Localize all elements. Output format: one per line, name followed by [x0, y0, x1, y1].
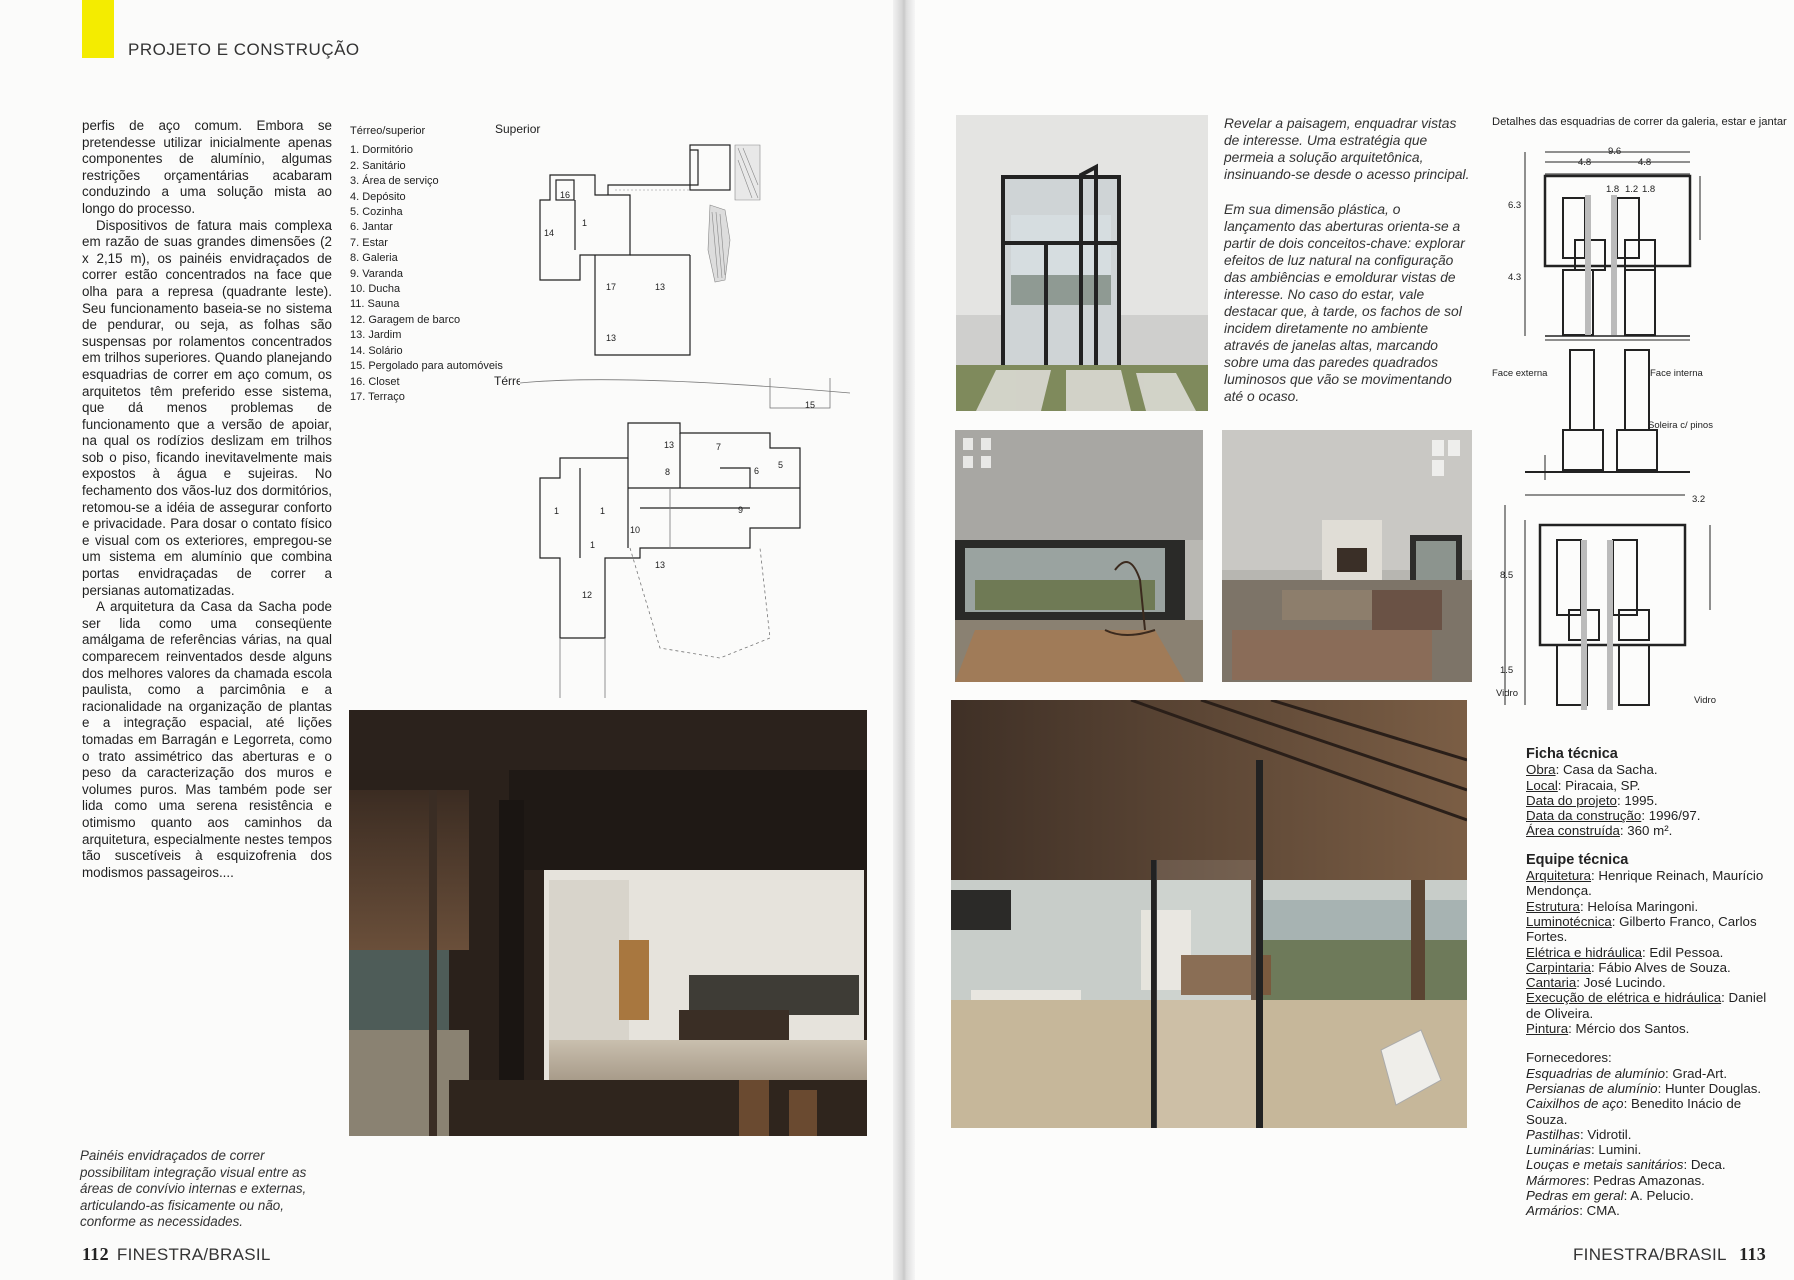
face-externa-label: Face externa: [1492, 368, 1548, 379]
fornecedor-row: Caixilhos de aço: Benedito Inácio de Souza.: [1526, 1096, 1742, 1127]
article-body: [82, 118, 332, 881]
fornecedor-row: Persianas de alumínio: Hunter Douglas.: [1526, 1080, 1762, 1096]
fornecedor-row: Armários: CMA.: [1526, 1203, 1620, 1219]
dimension-label: 4.3: [1508, 272, 1522, 283]
legend-item: 2. Sanitário: [350, 159, 406, 172]
ficha-row: Área construída: 360 m².: [1526, 823, 1673, 839]
dimension-label: 3.2: [1692, 494, 1706, 505]
window-frame-detail: [1485, 140, 1775, 720]
floor-plan-superior: [520, 140, 780, 360]
svg-text:6: 6: [754, 466, 760, 476]
legend-item: 3. Área de serviço: [350, 175, 439, 188]
legend-item: 6. Jantar: [350, 221, 393, 234]
section-color-tab: [82, 0, 114, 58]
legend-item: 13. Jardim: [350, 329, 402, 342]
equipe-row: Carpintaria: Fábio Alves de Souza.: [1526, 959, 1731, 975]
equipe-row: Pintura: Mércio dos Santos.: [1526, 1021, 1690, 1037]
intro-text: [1224, 115, 1470, 423]
fornecedor-row: Mármores: Pedras Amazonas.: [1526, 1172, 1705, 1188]
dimension-label: 1.8: [1606, 184, 1620, 195]
plan-legend: [350, 124, 503, 405]
equipe-row: Execução de elétrica e hidráulica: Daniel de Oliveira.: [1526, 990, 1767, 1021]
svg-text:13: 13: [655, 282, 666, 292]
credits-block: [1526, 747, 1771, 1219]
svg-text:13: 13: [664, 440, 675, 450]
paragraph-2: Dispositivos de fatura mais complexa em razão de suas grandes dimensões (2 x 2,15 m), os painéis envidraçados de correr estão concentrados na face que olha para a represa (quadrante leste). Seu funcionamento baseia-se no sistema de pendurar, ou seja, as folhas são suspensas por rolamentos concentrados em trilhos superiores. Quando planejando esquadrias de correr em aço comum, os arquitetos têm preferido esse sistema, que dá menos problemas de funcionamento que a versão de apoiar, na qual os rodízios deslizam em trilhos sob o piso, ficando inevitavelmente mais expostos à água e sujeiras. No fechamento dos vãos-luz dos dormitórios, retomou-se a idéia de assegurar conforto e privacidade. Para dosar o contato físico e visual com os exteriores, empregou-se um sistema em alumínio que combina portas envidraçadas de correr a persianas automatizadas.: [82, 217, 332, 598]
magazine-name: FINESTRA/BRASIL: [116, 1245, 271, 1264]
svg-text:8: 8: [665, 467, 671, 477]
legend-item: 9. Varanda: [350, 267, 404, 280]
svg-text:15: 15: [805, 400, 816, 410]
ficha-row: Obra: Casa da Sacha.: [1526, 762, 1658, 778]
ficha-row: Data do projeto: 1995.: [1526, 792, 1658, 808]
svg-text:7: 7: [716, 442, 722, 452]
fornecedor-row: Luminárias: Lumini.: [1526, 1142, 1642, 1158]
equipe-row: Luminotécnica: Gilberto Franco, Carlos Fortes.: [1526, 913, 1757, 945]
legend-title: Térreo/superior: [350, 125, 426, 137]
right-folio: [1573, 1244, 1766, 1265]
face-interna-label: Face interna: [1650, 368, 1703, 379]
legend-item: 17. Terraço: [350, 390, 405, 403]
legend-item: 15. Pergolado para automóveis: [350, 360, 503, 373]
vidro-left-label: Vidro: [1496, 688, 1519, 699]
fornecedor-row: Louças e metais sanitários: Deca.: [1526, 1157, 1726, 1173]
svg-text:13: 13: [655, 560, 666, 570]
dimension-label: 4.8: [1638, 157, 1652, 168]
paragraph-1: perfis de aço comum. Embora se pretendesse utilizar inicialmente apenas componentes de alumínio, algumas restrições orçamentárias acabaram conduzindo a uma solução mista ao longo do processo.: [82, 118, 332, 216]
equipe-title: Equipe técnica: [1526, 851, 1629, 868]
vidro-right-label: Vidro: [1694, 695, 1717, 706]
page-number: 113: [1739, 1244, 1767, 1264]
plan-terreo-label: Térreo: [494, 374, 530, 388]
fornecedor-row: Pedras em geral: A. Pelucio.: [1526, 1188, 1694, 1204]
dimension-label: 9.6: [1608, 146, 1622, 157]
legend-item: 10. Ducha: [350, 283, 401, 296]
legend-item: 16. Closet: [350, 375, 400, 388]
ficha-row: Data da construção: 1996/97.: [1526, 808, 1701, 824]
paragraph-3: A arquitetura da Casa da Sacha pode ser lida como uma conseqüente amálgama de referências várias, na qual comparecem reinventados desde alguns dos melhores valores da chamada escola paulista, como a parcimônia e a racionalidade na organização de plantas e a integração espacial, até lições tomadas em Barragán e Legorreta, como o trato assimétrico das aberturas e o peso da caracterização dos muros e volumes puros. Mas também pode ser lida como uma serena resistência e otimismo quanto aos caminhos da arquitetura, especialmente nestes tempos tão suscetíveis à esquizofrenia dos modismos passageiros....: [82, 599, 332, 880]
floor-plan-terreo: [520, 378, 850, 698]
svg-text:13: 13: [606, 333, 617, 343]
dimension-label: 1.2: [1625, 184, 1639, 195]
ficha-row: Local: Piracaia, SP.: [1526, 777, 1641, 793]
photo-veranda-interior: [349, 710, 867, 1136]
magazine-name: FINESTRA/BRASIL: [1573, 1245, 1727, 1264]
photo-veranda-glass: [951, 700, 1467, 1128]
equipe-row: Cantaria: José Lucindo.: [1526, 975, 1666, 991]
svg-text:16: 16: [560, 190, 571, 200]
ficha-title: Ficha técnica: [1526, 746, 1618, 762]
dimension-label: 4.8: [1578, 157, 1592, 168]
dimension-label: 8.5: [1500, 570, 1514, 581]
svg-text:17: 17: [606, 282, 617, 292]
svg-text:10: 10: [630, 525, 641, 535]
svg-text:1: 1: [554, 506, 560, 516]
dimension-label: 6.3: [1508, 200, 1522, 211]
plan-superior-label: Superior: [495, 122, 541, 136]
photo-living-room: [1222, 430, 1472, 682]
equipe-row: Elétrica e hidráulica: Edil Pessoa.: [1526, 944, 1724, 960]
fornecedores-title: Fornecedores:: [1526, 1050, 1612, 1066]
fornecedor-row: Pastilhas: Vidrotil.: [1526, 1126, 1632, 1142]
svg-text:9: 9: [738, 505, 744, 515]
legend-item: 7. Estar: [350, 236, 388, 249]
svg-text:14: 14: [544, 228, 555, 238]
fornecedor-row: Esquadrias de alumínio: Grad-Art.: [1526, 1065, 1728, 1081]
svg-text:1: 1: [582, 218, 588, 228]
page-number: 112: [82, 1244, 109, 1264]
equipe-row: Arquitetura: Henrique Reinach, Maurício Mendonça.: [1526, 868, 1764, 899]
dimension-label: 1.5: [1500, 665, 1514, 676]
legend-item: 14. Solário: [350, 344, 403, 357]
photo-solario: [955, 430, 1203, 682]
legend-item: 12. Garagem de barco: [350, 313, 461, 326]
svg-text:1: 1: [590, 540, 596, 550]
intro-paragraph-1: Revelar a paisagem, enquadrar vistas de interesse. Uma estratégia que permeia a solução arquitetônica, insinuando-se desde o acesso principal.: [1224, 116, 1470, 182]
svg-text:5: 5: [778, 460, 784, 470]
legend-item: 4. Depósito: [350, 190, 406, 203]
spine-gutter: [893, 0, 915, 1280]
section-title: PROJETO E CONSTRUÇÃO: [128, 40, 360, 59]
soleira-label: Soleira c/ pinos: [1648, 420, 1713, 431]
photo-entrance: [956, 115, 1208, 411]
detail-title: Detalhes das esquadrias de correr da galeria, estar e jantar: [1492, 116, 1787, 128]
legend-item: 1. Dormitório: [350, 144, 413, 157]
legend-item: 11. Sauna: [350, 298, 400, 311]
left-folio: [82, 1244, 271, 1265]
photo-caption: Painéis envidraçados de correr possibilitam integração visual entre as áreas de convívio internas e externas, articulando-as fisicamente ou não, conforme as necessidades.: [80, 1148, 307, 1229]
svg-text:12: 12: [582, 590, 593, 600]
dimension-label: 1.8: [1642, 184, 1656, 195]
legend-item: 5. Cozinha: [350, 206, 403, 219]
legend-item: 8. Galeria: [350, 252, 398, 265]
svg-text:1: 1: [600, 506, 606, 516]
intro-paragraph-2: Em sua dimensão plástica, o lançamento das aberturas orienta-se a partir de dois conceitos-chave: explorar efeitos de luz natural na configuração das ambiências e emoldurar vistas de interesse. No caso do estar, vale destacar que, à tarde, os fachos de sol incidem diretamente no ambiente através de janelas altas, marcando sobre uma das paredes quadrados luminosos que vão se movimentando até o ocaso.: [1224, 202, 1465, 404]
equipe-row: Estrutura: Heloísa Maringoni.: [1526, 898, 1699, 914]
